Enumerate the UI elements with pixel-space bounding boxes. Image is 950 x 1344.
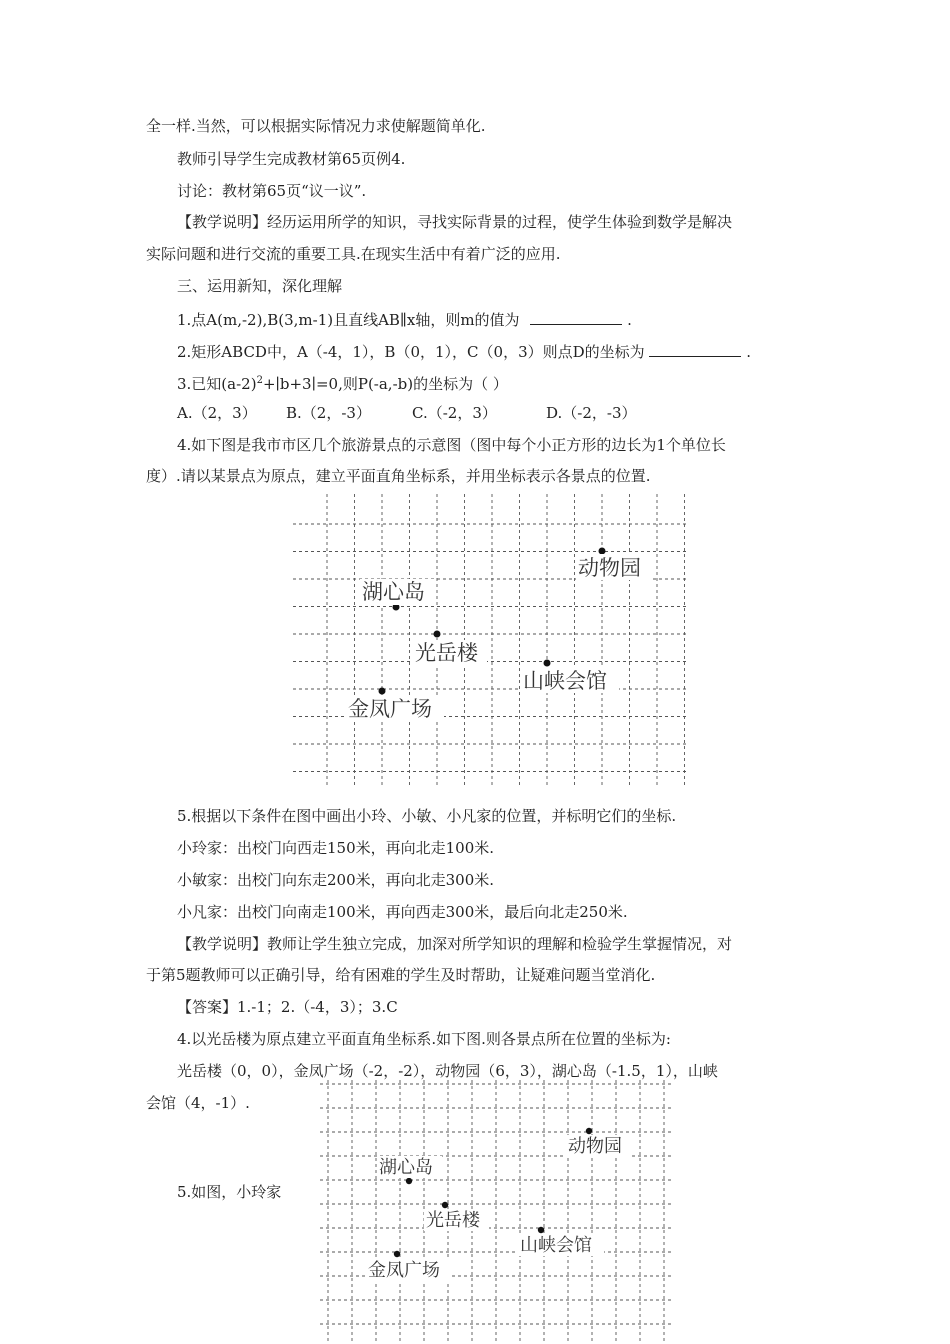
question-end: . xyxy=(627,311,632,329)
section-heading: 三、运用新知，深化理解 xyxy=(177,277,343,295)
marker-zoo xyxy=(599,548,606,555)
text-line: 小敏家：出校门向东走200米，再向北走300米. xyxy=(177,871,495,889)
question-2 xyxy=(177,340,751,362)
scenic-map-2 xyxy=(320,1080,672,1344)
marker-plaza xyxy=(379,688,386,695)
text-line: 【教学说明】教师让学生独立完成，加深对所学知识的理解和检验学生掌握情况，对 xyxy=(177,935,733,953)
text-line: 小凡家：出校门向南走100米，再向西走300米，最后向北走250米. xyxy=(177,903,628,921)
answer-blank xyxy=(530,308,622,325)
option-d: D.（-2，-3） xyxy=(546,404,637,422)
label-zoo: 动物园 xyxy=(568,1136,622,1157)
label-island: 湖心岛 xyxy=(379,1157,433,1178)
label-tower: 光岳楼 xyxy=(426,1210,480,1231)
label-island: 湖心岛 xyxy=(362,580,425,604)
text-line: 4.如下图是我市市区几个旅游景点的示意图（图中每个小正方形的边长为1个单位长 xyxy=(177,436,726,454)
answer-blank xyxy=(649,340,741,357)
marker-tower xyxy=(442,1202,448,1208)
label-zoo: 动物园 xyxy=(578,556,641,580)
marker-tower xyxy=(434,631,441,638)
question-text: 1.点A(m,-2),B(3,m-1)且直线AB∥x轴，则m的值为 xyxy=(177,311,520,329)
marker-island xyxy=(406,1178,412,1184)
marker-hall xyxy=(544,660,551,667)
option-a: A.（2，3） xyxy=(177,404,257,422)
question-text: 2.矩形ABCD中，A（-4，1），B（0，1），C（0，3）则点D的坐标为 xyxy=(177,343,645,361)
answer-line: 【答案】1.-1；2.（-4，3）；3.C xyxy=(177,998,398,1016)
text-line: 讨论：教材第65页“议一议”. xyxy=(177,182,367,200)
question-3 xyxy=(177,371,508,394)
question-1 xyxy=(177,308,632,330)
marker-hall xyxy=(538,1227,544,1233)
marker-zoo xyxy=(586,1128,592,1134)
text-line: 会馆（4，-1）. xyxy=(146,1094,250,1112)
label-tower: 光岳楼 xyxy=(415,641,478,665)
question-end: . xyxy=(746,343,751,361)
text-line: 5.如图，小玲家 xyxy=(177,1183,282,1201)
text-line: 全一样.当然，可以根据实际情况力求使解题简单化. xyxy=(146,117,486,135)
text-line: 小玲家：出校门向西走150米，再向北走100米. xyxy=(177,839,495,857)
label-hall: 山峡会馆 xyxy=(523,669,607,693)
text-line: 4.以光岳楼为原点建立平面直角坐标系.如下图.则各景点所在位置的坐标为: xyxy=(177,1030,671,1048)
text-line: 5.根据以下条件在图中画出小玲、小敏、小凡家的位置，并标明它们的坐标. xyxy=(177,807,677,825)
text-line: 教师引导学生完成教材第65页例4. xyxy=(177,150,406,168)
option-c: C.（-2，3） xyxy=(412,404,497,422)
text-line: 度）.请以某景点为原点，建立平面直角坐标系，并用坐标表示各景点的位置. xyxy=(146,467,651,485)
label-hall: 山峡会馆 xyxy=(520,1235,592,1256)
superscript: 2 xyxy=(256,375,263,386)
label-plaza: 金凤广场 xyxy=(348,697,432,721)
marker-plaza xyxy=(394,1251,400,1257)
map-grid xyxy=(320,1080,672,1344)
map-grid xyxy=(293,494,688,788)
question-text-cont: +∣b+3∣=0,则P(-a,-b)的坐标为（ ） xyxy=(262,375,508,393)
text-line: 光岳楼（0，0），金凤广场（-2，-2），动物园（6，3），湖心岛（-1.5，1），山峡 xyxy=(177,1062,718,1080)
option-b: B.（2，-3） xyxy=(286,404,371,422)
label-plaza: 金凤广场 xyxy=(368,1260,440,1281)
text-line: 于第5题教师可以正确引导，给有困难的学生及时帮助，让疑难问题当堂消化. xyxy=(146,966,656,984)
question-text: 3.已知(a-2) xyxy=(177,375,257,393)
scenic-map-1 xyxy=(293,494,693,788)
text-line: 实际问题和进行交流的重要工具.在现实生活中有着广泛的应用. xyxy=(146,245,561,263)
text-line: 【教学说明】经历运用所学的知识，寻找实际背景的过程，使学生体验到数学是解决 xyxy=(177,213,733,231)
